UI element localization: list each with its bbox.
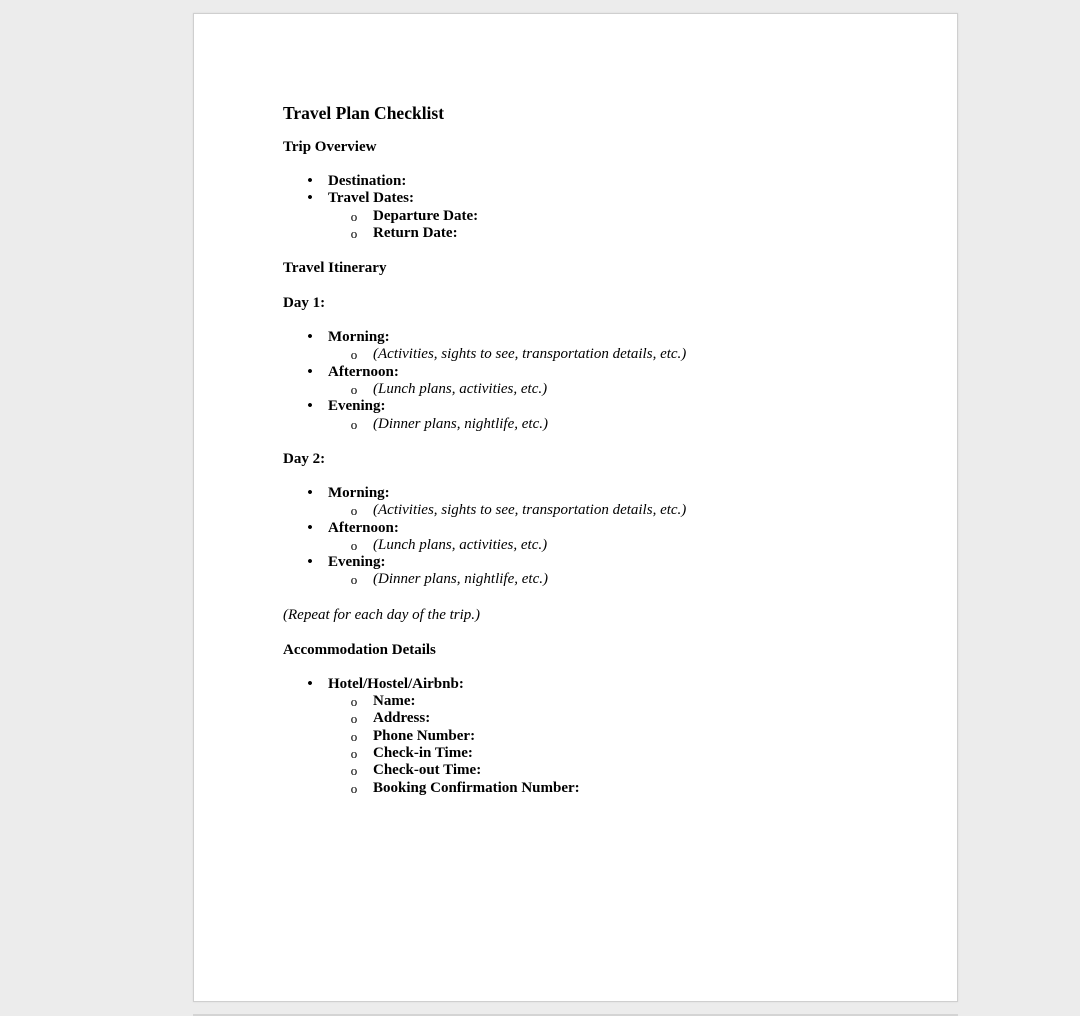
trip-overview-heading: Trip Overview xyxy=(283,139,377,155)
document-title: Travel Plan Checklist xyxy=(283,103,445,123)
bullet-icon: • xyxy=(307,554,313,571)
list-item xyxy=(283,485,903,520)
evening-label: Evening: xyxy=(328,554,386,571)
morning-note: (Activities, sights to see, transportation details, etc.) xyxy=(373,346,687,363)
return-date-label: Return Date: xyxy=(373,224,458,241)
day-2-heading: Day 2: xyxy=(283,450,326,467)
morning-label: Morning: xyxy=(328,329,390,346)
list-item xyxy=(328,728,903,745)
day-1-list xyxy=(283,329,903,433)
list-item xyxy=(328,502,903,519)
travel-dates-sublist xyxy=(328,208,903,243)
evening-note: (Dinner plans, nightlife, etc.) xyxy=(373,415,548,432)
travel-itinerary-heading: Travel Itinerary xyxy=(283,260,387,277)
list-item xyxy=(328,381,903,398)
evening-sublist xyxy=(328,416,903,433)
list-item xyxy=(283,173,903,190)
departure-date-label: Departure Date: xyxy=(373,207,479,224)
day-1-heading: Day 1: xyxy=(283,295,326,312)
phone-number-label: Phone Number: xyxy=(373,727,476,744)
circle-bullet-icon: o xyxy=(350,763,358,779)
circle-bullet-icon: o xyxy=(350,347,358,363)
list-item xyxy=(328,537,903,554)
bullet-icon: • xyxy=(307,190,313,207)
list-item xyxy=(328,208,903,225)
morning-sublist xyxy=(328,502,903,519)
circle-bullet-icon: o xyxy=(350,225,358,241)
afternoon-note: (Lunch plans, activities, etc.) xyxy=(373,381,548,398)
bullet-icon: • xyxy=(307,398,313,415)
circle-bullet-icon: o xyxy=(350,780,358,796)
bullet-icon: • xyxy=(307,173,313,189)
circle-bullet-icon: o xyxy=(350,711,358,727)
accommodation-heading: Accommodation Details xyxy=(283,641,436,658)
list-item xyxy=(328,745,903,762)
circle-bullet-icon: o xyxy=(350,745,358,761)
accommodation-fields xyxy=(328,693,903,797)
morning-label: Morning: xyxy=(328,484,390,501)
list-item xyxy=(328,416,903,433)
list-item xyxy=(328,571,903,588)
circle-bullet-icon: o xyxy=(350,208,358,224)
circle-bullet-icon: o xyxy=(350,503,358,519)
evening-label: Evening: xyxy=(328,398,386,415)
bullet-icon: • xyxy=(307,329,313,346)
check-in-time-label: Check-in Time: xyxy=(373,744,473,761)
circle-bullet-icon: o xyxy=(350,694,358,710)
list-item xyxy=(328,693,903,710)
list-item xyxy=(283,554,903,589)
morning-note: (Activities, sights to see, transportation details, etc.) xyxy=(373,502,687,519)
circle-bullet-icon: o xyxy=(350,572,358,588)
accommodation-type-label: Hotel/Hostel/Airbnb: xyxy=(328,675,464,692)
destination-label: Destination: xyxy=(328,173,407,189)
document-content xyxy=(283,102,903,814)
booking-confirmation-label: Booking Confirmation Number: xyxy=(373,779,580,796)
list-item xyxy=(328,780,903,797)
bullet-icon: • xyxy=(307,484,313,501)
list-item xyxy=(283,190,903,242)
circle-bullet-icon: o xyxy=(350,728,358,744)
afternoon-note: (Lunch plans, activities, etc.) xyxy=(373,536,548,553)
list-item xyxy=(283,676,903,797)
list-item xyxy=(283,364,903,399)
circle-bullet-icon: o xyxy=(350,537,358,553)
accommodation-list xyxy=(283,676,903,797)
list-item xyxy=(328,225,903,242)
document-page xyxy=(193,13,958,1002)
morning-sublist xyxy=(328,346,903,363)
list-item xyxy=(283,329,903,364)
afternoon-sublist xyxy=(328,381,903,398)
list-item xyxy=(328,346,903,363)
evening-sublist xyxy=(328,571,903,588)
address-label: Address: xyxy=(373,710,431,727)
list-item xyxy=(283,398,903,433)
list-item xyxy=(328,762,903,779)
list-item xyxy=(328,710,903,727)
afternoon-label: Afternoon: xyxy=(328,363,399,380)
repeat-note: (Repeat for each day of the trip.) xyxy=(283,606,481,623)
name-label: Name: xyxy=(373,693,416,710)
travel-dates-label: Travel Dates: xyxy=(328,190,414,207)
circle-bullet-icon: o xyxy=(350,416,358,432)
bullet-icon: • xyxy=(307,363,313,380)
bullet-icon: • xyxy=(307,519,313,536)
day-2-list xyxy=(283,485,903,589)
afternoon-label: Afternoon: xyxy=(328,519,399,536)
afternoon-sublist xyxy=(328,537,903,554)
check-out-time-label: Check-out Time: xyxy=(373,762,482,779)
list-item xyxy=(283,520,903,555)
circle-bullet-icon: o xyxy=(350,382,358,398)
bullet-icon: • xyxy=(307,675,313,692)
trip-overview-list xyxy=(283,173,903,242)
evening-note: (Dinner plans, nightlife, etc.) xyxy=(373,571,548,588)
